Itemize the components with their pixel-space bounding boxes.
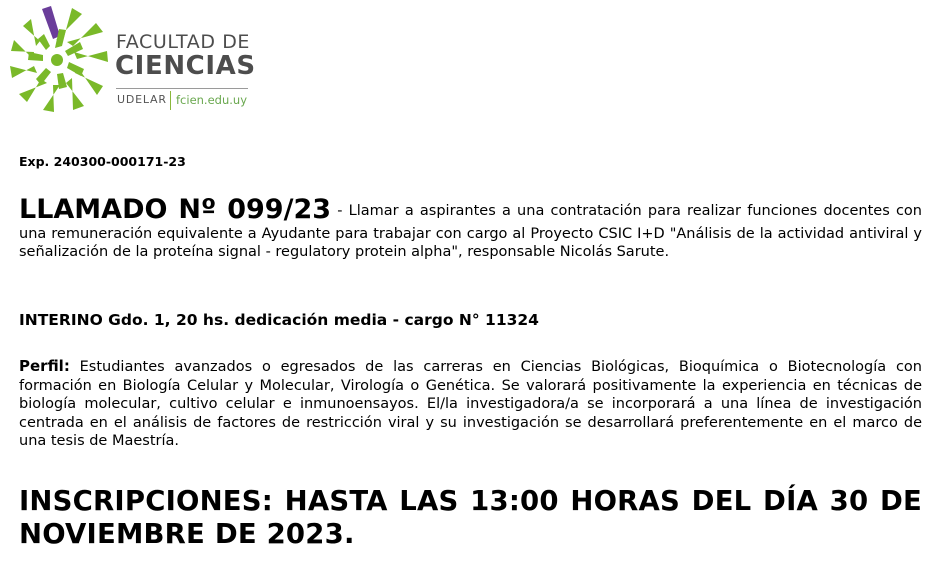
inscripciones-deadline: INSCRIPCIONES: HASTA LAS 13:00 HORAS DEL DÍA 30 DE NOVIEMBRE DE 2023.	[19, 485, 922, 550]
facultad-logo	[10, 6, 256, 116]
llamado-description: - Llamar a aspirantes a una contratación para realizar funciones docentes con una remuneración equivalente a Ayudante para trabajar con cargo al Proyecto CSIC I+D "Análisis de la actividad antiviral y señalización de la proteína signal - regulatory protein alpha", responsable Nicolás Sarute.	[19, 203, 922, 260]
interino-heading: INTERINO Gdo. 1, 20 hs. dedicación media - cargo N° 11324	[19, 311, 539, 329]
perfil-label: Perfil:	[19, 357, 70, 375]
ammonite-logo-icon	[10, 6, 110, 112]
logo-separator	[170, 91, 171, 110]
perfil-description: Estudiantes avanzados o egresados de las carreras en Ciencias Biológicas, Bioquímica o Biotecnología con formación en Biología Celular y Molecular, Virología o Genética. Se valorará positivamente la experiencia en técnicas de biología molecular, cultivo celular e inmunoensayos. El/la investigadora/a se incorporará a una línea de investigación centrada en el análisis de factores de restricción viral y su investigación se desarrollará preferentemente en el marco de una tesis de Maestría.	[19, 359, 922, 449]
logo-divider	[116, 88, 248, 89]
perfil-paragraph	[19, 357, 922, 451]
llamado-paragraph	[19, 195, 922, 261]
logo-url: fcien.edu.uy	[176, 93, 247, 107]
logo-ciencias: CIENCIAS	[115, 51, 256, 81]
logo-facultad-de: FACULTAD DE	[116, 31, 251, 53]
expediente-number: Exp. 240300-000171-23	[19, 154, 186, 169]
llamado-title: LLAMADO Nº 099/23	[19, 194, 332, 225]
logo-udelar: UDELAR	[117, 93, 167, 106]
